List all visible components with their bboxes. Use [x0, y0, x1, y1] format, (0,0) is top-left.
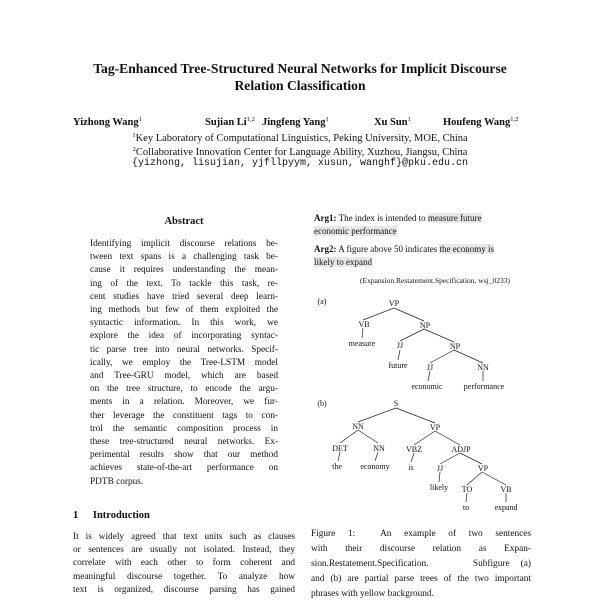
intro-heading: [73, 510, 150, 521]
intro-heading-number: 1: [73, 510, 79, 521]
arg2-highlight-2: likely to expand: [314, 257, 372, 267]
author-1-name: Yizhong Wang: [73, 117, 139, 128]
tree-a-node: NP: [419, 321, 431, 330]
arg2-highlight-1: the economy is: [439, 244, 494, 254]
abstract-heading: Abstract: [164, 216, 204, 227]
tree-b-word: is: [408, 463, 414, 472]
tree-a-node: NN: [477, 363, 489, 372]
tree-a-node: JJ: [396, 341, 404, 350]
tree-a-word: measure: [348, 339, 376, 348]
tree-a-node: JJ: [426, 363, 434, 372]
arg2-text: [314, 243, 524, 269]
caption-line: Figure 1: An example of two sentences: [311, 529, 531, 539]
affiliation-2-sup: 2: [132, 146, 136, 153]
intro-line: text is organized, discourse parsing has gained: [73, 584, 295, 595]
abstract-line: ing of the text. To tackle this task, re-: [90, 278, 278, 289]
figure-caption: [311, 527, 531, 602]
title-line-2: Relation Classification: [234, 78, 366, 93]
author-1-sup: 1: [138, 116, 142, 123]
author-emails: {yizhong, lisujian, yjfllpyym, xusun, wanghf}@pku.edu.cn: [131, 158, 469, 169]
title-line-1: Tag-Enhanced Tree-Structured Neural Networks for Implicit Discourse: [93, 61, 507, 76]
abstract-line: syntactic information. In this work, we: [90, 318, 278, 329]
abstract-line: ments in a relation. Moreover, we fur-: [90, 397, 278, 408]
tree-b-node: VB: [500, 485, 512, 494]
abstract-body: [90, 238, 278, 489]
relation-label: (Expansion.Restatement.Specification, wsj_0233): [360, 276, 510, 285]
tree-b-node: NN: [373, 444, 385, 453]
intro-line: meaningful discourse together. To analyze how: [73, 571, 295, 582]
intro-line: or sentences are usually not isolated. Instead, they: [73, 545, 295, 556]
author-5-sup: 1,2: [510, 116, 519, 123]
tree-b-node: JJ: [436, 464, 444, 473]
abstract-line: ther leverage the constituent tags to con-: [90, 410, 278, 421]
tree-b-node: TO: [461, 485, 473, 494]
arg2-label: Arg2:: [314, 244, 337, 254]
tree-b-word: expand: [494, 503, 518, 512]
caption-line: sion.Restatement.Specification. Subfigure (a): [311, 559, 531, 569]
abstract-line: trol the semantic composition process in: [90, 423, 278, 434]
arg1-plain: The index is intended to: [336, 213, 428, 223]
affiliation-2-text: Collaborative Innovation Center for Language Ability, Xuzhou, Jiangsu, China: [135, 147, 468, 158]
parse-trees-figure: [300, 290, 560, 520]
tree-b-node: VBZ: [406, 445, 422, 454]
author-1: [73, 116, 142, 128]
abstract-line: PDTB corpus.: [90, 476, 144, 487]
affiliation-1-text: Key Laboratory of Computational Linguistics, Peking University, MOE, China: [135, 133, 468, 144]
tree-a-label: (a): [317, 297, 327, 306]
tree-b-word: likely: [429, 483, 449, 492]
arg1-highlight-2: economic performance: [314, 226, 397, 236]
tree-a-word: economic: [411, 382, 443, 391]
author-4-name: Xu Sun: [374, 117, 408, 128]
tree-b-node: VP: [477, 464, 489, 473]
abstract-line: and Tree-GRU model, which are based: [90, 371, 278, 382]
arg1-label: Arg1:: [314, 213, 337, 223]
tree-b-label: (b): [317, 399, 327, 408]
tree-b-node: VP: [429, 423, 441, 432]
author-5: [443, 116, 518, 128]
tree-a-node: NP: [449, 342, 461, 351]
tree-a-word: performance: [463, 382, 505, 391]
tree-b-node: NN: [352, 422, 364, 431]
abstract-line: perimental results show that our method: [90, 450, 278, 461]
abstract-line: these tree-structured neural networks. Ex-: [90, 437, 278, 448]
author-2-name: Sujian Li: [205, 117, 247, 128]
tree-a-word: future: [388, 361, 408, 370]
abstract-line: cause it requires understanding the mean-: [90, 265, 278, 276]
arg1-highlight-1: measure future: [427, 213, 482, 223]
author-4: [374, 116, 411, 128]
paper-title: [40, 60, 560, 94]
abstract-line: tic parse tree into neural networks. Specif-: [90, 344, 278, 355]
author-3: [262, 116, 329, 128]
author-5-name: Houfeng Wang: [443, 117, 511, 128]
abstract-line: Identifying implicit discourse relations be-: [90, 239, 278, 249]
intro-heading-text: Introduction: [92, 510, 150, 521]
intro-line: It is widely agreed that text units such as clauses: [73, 532, 295, 542]
tree-b-word: economy: [360, 462, 390, 471]
abstract-line: ing methods but few of them exploited the: [90, 305, 278, 316]
tree-b-node: S: [393, 399, 399, 408]
author-4-sup: 1: [407, 116, 411, 123]
tree-b-node: ADJP: [451, 445, 471, 454]
caption-line: and (b) are partial parse trees of the two important: [311, 574, 531, 584]
intro-line: correlate with each other to form coherent and: [73, 558, 295, 569]
intro-body: [73, 531, 295, 597]
abstract-line: on the tree structure, to encode the argu-: [90, 384, 278, 395]
caption-line: phrases with yellow background.: [311, 589, 434, 599]
tree-a-node: VB: [358, 320, 370, 329]
caption-line: with their discourse relation as Expan-: [311, 544, 531, 554]
abstract-line: explore the idea of incorporating syntac-: [90, 331, 278, 342]
arg1-text: [314, 212, 524, 238]
tree-a-edges: [362, 308, 483, 381]
abstract-line: tween text spans is a challenging task be-: [90, 252, 278, 263]
tree-a-node: VP: [388, 299, 400, 308]
arg2-plain: A figure above 50 indicates: [336, 244, 440, 254]
abstract-line: cent studies have tried several deep learn-: [90, 291, 278, 302]
tree-b-node: DET: [332, 444, 348, 453]
abstract-line: achieves state-of-the-art performance on: [90, 463, 278, 474]
tree-b-word: the: [332, 462, 342, 471]
author-2: [205, 116, 255, 128]
tree-b-word: to: [462, 503, 470, 512]
author-3-sup: 1: [325, 116, 329, 123]
affiliation-1-sup: 1: [132, 132, 136, 139]
author-3-name: Jingfeng Yang: [262, 117, 326, 128]
author-2-sup: 1,2: [246, 116, 255, 123]
abstract-line: ically, we employ the Tree-LSTM model: [90, 357, 278, 368]
